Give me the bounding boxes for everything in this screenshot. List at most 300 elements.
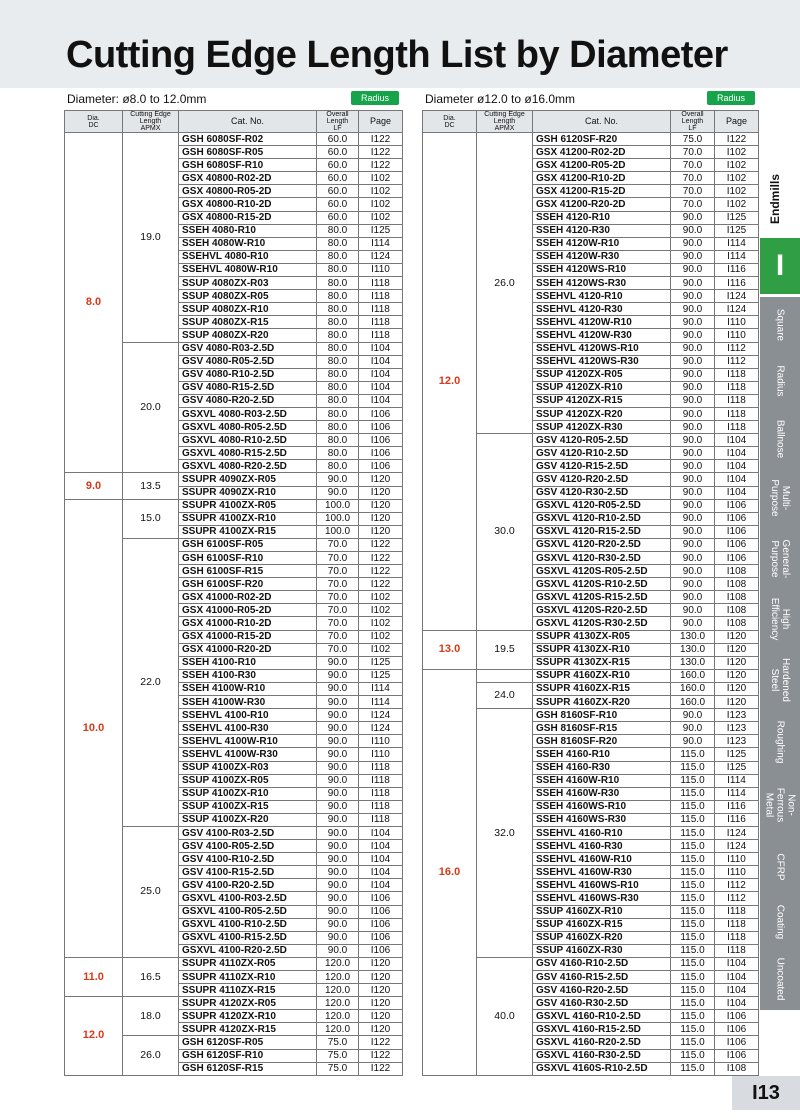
overall-length-cell: 80.0 (317, 381, 359, 394)
overall-length-cell: 90.0 (671, 290, 715, 303)
catalog-number-cell: SSUPR 4160ZX-R20 (533, 696, 671, 709)
overall-length-cell: 115.0 (671, 879, 715, 892)
catalog-number-cell: GSXVL 4100-R05-2.5D (179, 905, 317, 918)
page-ref-cell[interactable]: I124 (715, 840, 759, 853)
page-ref-cell[interactable]: I102 (359, 604, 403, 617)
page-ref-cell[interactable]: I125 (359, 656, 403, 669)
page-ref-cell[interactable]: I110 (715, 866, 759, 879)
catalog-number-cell: GSXVL 4080-R15-2.5D (179, 447, 317, 460)
page-ref-cell[interactable]: I120 (359, 512, 403, 525)
page-ref-cell[interactable]: I123 (715, 709, 759, 722)
overall-length-cell: 80.0 (317, 447, 359, 460)
page-ref-cell[interactable]: I112 (715, 879, 759, 892)
header-cat: Cat. No. (533, 111, 671, 133)
page-ref-cell[interactable]: I108 (715, 578, 759, 591)
page-ref-cell[interactable]: I106 (715, 552, 759, 565)
page-ref-cell[interactable]: I106 (359, 931, 403, 944)
page-ref-cell[interactable]: I102 (715, 146, 759, 159)
overall-length-cell: 115.0 (671, 997, 715, 1010)
overall-length-cell: 90.0 (317, 918, 359, 931)
overall-length-cell: 115.0 (671, 944, 715, 957)
page-ref-cell[interactable]: I120 (359, 473, 403, 486)
page-ref-cell[interactable]: I124 (715, 290, 759, 303)
page-ref-cell[interactable]: I114 (359, 682, 403, 695)
overall-length-cell: 115.0 (671, 971, 715, 984)
page-ref-cell[interactable]: I120 (359, 957, 403, 970)
overall-length-cell: 115.0 (671, 984, 715, 997)
page-ref-cell[interactable]: I124 (359, 250, 403, 263)
catalog-number-cell: GSV 4080-R10-2.5D (179, 368, 317, 381)
overall-length-cell: 115.0 (671, 761, 715, 774)
page-ref-cell[interactable]: I120 (359, 486, 403, 499)
catalog-number-cell: GSV 4100-R20-2.5D (179, 879, 317, 892)
page-ref-cell[interactable]: I104 (715, 447, 759, 460)
overall-length-cell: 115.0 (671, 931, 715, 944)
page-ref-cell[interactable]: I104 (715, 997, 759, 1010)
page-ref-cell[interactable]: I102 (715, 185, 759, 198)
page-ref-cell[interactable]: I106 (359, 421, 403, 434)
page-ref-cell[interactable]: I118 (359, 813, 403, 826)
page-ref-cell[interactable]: I118 (359, 787, 403, 800)
page-ref-cell[interactable]: I118 (359, 329, 403, 342)
overall-length-cell: 80.0 (317, 368, 359, 381)
diameter-cell: 16.0 (423, 669, 477, 1075)
page-ref-cell[interactable]: I125 (715, 224, 759, 237)
side-tab-label: Square (774, 308, 786, 341)
page-ref-cell[interactable]: I106 (359, 918, 403, 931)
page-ref-cell[interactable]: I114 (715, 774, 759, 787)
page-ref-cell[interactable]: I124 (359, 722, 403, 735)
overall-length-cell: 90.0 (317, 931, 359, 944)
page-ref-cell[interactable]: I120 (715, 630, 759, 643)
catalog-number-cell: SSUP 4080ZX-R20 (179, 329, 317, 342)
page-ref-cell[interactable]: I125 (715, 748, 759, 761)
overall-length-cell: 115.0 (671, 787, 715, 800)
catalog-number-cell: GSV 4080-R20-2.5D (179, 394, 317, 407)
diameter-cell: 9.0 (65, 473, 123, 499)
catalog-number-cell: SSUPR 4090ZX-R10 (179, 486, 317, 499)
page-ref-cell[interactable]: I102 (359, 643, 403, 656)
page-ref-cell[interactable]: I122 (359, 565, 403, 578)
page-ref-cell[interactable]: I120 (715, 696, 759, 709)
overall-length-cell: 80.0 (317, 407, 359, 420)
page-ref-cell[interactable]: I114 (715, 237, 759, 250)
page-ref-cell[interactable]: I118 (715, 931, 759, 944)
page-ref-cell[interactable]: I102 (359, 617, 403, 630)
page-ref-cell[interactable]: I102 (715, 172, 759, 185)
page-ref-cell[interactable]: I116 (715, 800, 759, 813)
page-ref-cell[interactable]: I120 (359, 1010, 403, 1023)
page-ref-cell[interactable]: I102 (359, 211, 403, 224)
page-ref-cell[interactable]: I120 (715, 682, 759, 695)
catalog-number-cell: GSX 41200-R02-2D (533, 146, 671, 159)
table-row (65, 997, 403, 1010)
page-ref-cell[interactable]: I120 (359, 971, 403, 984)
page-ref-cell[interactable]: I106 (359, 460, 403, 473)
catalog-number-cell: SSUPR 4160ZX-R10 (533, 669, 671, 682)
page-ref-cell[interactable]: I122 (359, 146, 403, 159)
page-ref-cell[interactable]: I124 (715, 826, 759, 839)
overall-length-cell: 90.0 (317, 853, 359, 866)
side-tab-ballnose[interactable] (760, 410, 800, 469)
overall-length-cell: 130.0 (671, 656, 715, 669)
catalog-number-cell: SSEHVL 4120WS-R10 (533, 342, 671, 355)
side-tab-coating[interactable] (760, 896, 800, 949)
diameter-cell: 11.0 (65, 957, 123, 996)
catalog-number-cell: SSUP 4120ZX-R20 (533, 407, 671, 420)
side-tab-general-purpose[interactable] (760, 528, 800, 591)
page-ref-cell[interactable]: I120 (359, 1023, 403, 1036)
overall-length-cell: 115.0 (671, 1023, 715, 1036)
overall-length-cell: 100.0 (317, 512, 359, 525)
overall-length-cell: 90.0 (671, 303, 715, 316)
header-lf: Overall Length LF (317, 111, 359, 133)
catalog-number-cell: SSEH 4160WS-R30 (533, 813, 671, 826)
page-ref-cell[interactable]: I123 (715, 722, 759, 735)
overall-length-cell: 60.0 (317, 185, 359, 198)
catalog-number-cell: GSV 4080-R03-2.5D (179, 342, 317, 355)
overall-length-cell: 90.0 (671, 277, 715, 290)
overall-length-cell: 90.0 (317, 735, 359, 748)
catalog-number-cell: GSXVL 4160-R10-2.5D (533, 1010, 671, 1023)
catalog-number-cell: GSV 4080-R05-2.5D (179, 355, 317, 368)
page-ref-cell[interactable]: I110 (359, 748, 403, 761)
page-ref-cell[interactable]: I122 (359, 1062, 403, 1075)
page-ref-cell[interactable]: I122 (359, 133, 403, 146)
page-ref-cell[interactable]: I122 (359, 578, 403, 591)
page-ref-cell[interactable]: I118 (359, 800, 403, 813)
side-tab-label: Coating (774, 904, 786, 940)
side-tab-section-letter[interactable]: I (760, 238, 800, 294)
page-ref-cell[interactable]: I116 (715, 813, 759, 826)
page-ref-cell[interactable]: I118 (359, 303, 403, 316)
cutting-edge-length-cell: 19.0 (123, 133, 179, 343)
page-ref-cell[interactable]: I123 (715, 735, 759, 748)
page-ref-cell[interactable]: I120 (359, 984, 403, 997)
page-ref-cell[interactable]: I118 (359, 761, 403, 774)
page-ref-cell[interactable]: I110 (359, 263, 403, 276)
page-ref-cell[interactable]: I102 (359, 198, 403, 211)
page-ref-cell[interactable]: I106 (359, 944, 403, 957)
overall-length-cell: 60.0 (317, 133, 359, 146)
right-panel (422, 90, 758, 1076)
page-ref-cell[interactable]: I102 (359, 591, 403, 604)
cutting-edge-length-cell: 22.0 (123, 538, 179, 826)
catalog-number-cell: GSH 8160SF-R20 (533, 735, 671, 748)
overall-length-cell: 160.0 (671, 682, 715, 695)
page-ref-cell[interactable]: I118 (715, 407, 759, 420)
overall-length-cell: 70.0 (317, 591, 359, 604)
page-ref-cell[interactable]: I104 (359, 840, 403, 853)
overall-length-cell: 90.0 (671, 394, 715, 407)
left-cutting-length-table (64, 110, 403, 1076)
overall-length-cell: 90.0 (317, 905, 359, 918)
page-ref-cell[interactable]: I108 (715, 565, 759, 578)
overall-length-cell: 60.0 (317, 146, 359, 159)
side-tab-non-ferrous-metal[interactable] (760, 772, 800, 839)
catalog-number-cell: SSEH 4120WS-R10 (533, 263, 671, 276)
diameter-cell: 12.0 (65, 997, 123, 1076)
page-ref-cell[interactable]: I110 (715, 853, 759, 866)
page-ref-cell[interactable]: I104 (359, 879, 403, 892)
side-tab-multi-purpose[interactable] (760, 468, 800, 529)
page-ref-cell[interactable]: I104 (359, 368, 403, 381)
page-ref-cell[interactable]: I106 (715, 525, 759, 538)
page-ref-cell[interactable]: I118 (715, 368, 759, 381)
catalog-number-cell: GSV 4120-R10-2.5D (533, 447, 671, 460)
page-ref-cell[interactable]: I118 (359, 774, 403, 787)
page-ref-cell[interactable]: I125 (359, 669, 403, 682)
page-ref-cell[interactable]: I110 (715, 316, 759, 329)
overall-length-cell: 130.0 (671, 643, 715, 656)
page-ref-cell[interactable]: I122 (359, 1036, 403, 1049)
page-ref-cell[interactable]: I106 (359, 905, 403, 918)
page-ref-cell[interactable]: I118 (715, 918, 759, 931)
page-ref-cell[interactable]: I118 (359, 277, 403, 290)
page-ref-cell[interactable]: I108 (715, 1062, 759, 1075)
page-ref-cell[interactable]: I122 (359, 1049, 403, 1062)
page-ref-cell[interactable]: I106 (359, 434, 403, 447)
page-ref-cell[interactable]: I114 (715, 250, 759, 263)
side-tab-high-efficiency[interactable] (760, 590, 800, 649)
catalog-number-cell: SSUPR 4130ZX-R10 (533, 643, 671, 656)
side-tab-cfrp[interactable] (760, 838, 800, 897)
overall-length-cell: 70.0 (317, 538, 359, 551)
overall-length-cell: 70.0 (317, 552, 359, 565)
overall-length-cell: 90.0 (671, 421, 715, 434)
catalog-number-cell: SSEHVL 4120-R30 (533, 303, 671, 316)
header-dia: Dia. DC (65, 111, 123, 133)
header-page: Page (359, 111, 403, 133)
side-tab-label: Roughing (774, 720, 786, 764)
overall-length-cell: 75.0 (671, 133, 715, 146)
overall-length-cell: 80.0 (317, 303, 359, 316)
catalog-number-cell: GSV 4160-R10-2.5D (533, 957, 671, 970)
overall-length-cell: 80.0 (317, 421, 359, 434)
catalog-number-cell: GSV 4100-R03-2.5D (179, 826, 317, 839)
cutting-edge-length-cell: 40.0 (477, 957, 533, 1075)
page-ref-cell[interactable]: I122 (359, 159, 403, 172)
catalog-number-cell: GSX 40800-R02-2D (179, 172, 317, 185)
page-ref-cell[interactable]: I104 (715, 957, 759, 970)
side-tab-radius[interactable] (760, 352, 800, 411)
catalog-number-cell: SSUP 4100ZX-R05 (179, 774, 317, 787)
catalog-number-cell: SSUPR 4120ZX-R05 (179, 997, 317, 1010)
page-ref-cell[interactable]: I106 (715, 1049, 759, 1062)
page-ref-cell[interactable]: I125 (359, 224, 403, 237)
catalog-number-cell: SSUP 4120ZX-R30 (533, 421, 671, 434)
overall-length-cell: 90.0 (671, 368, 715, 381)
overall-length-cell: 90.0 (671, 604, 715, 617)
page-ref-cell[interactable]: I104 (359, 342, 403, 355)
overall-length-cell: 90.0 (317, 656, 359, 669)
overall-length-cell: 90.0 (317, 944, 359, 957)
overall-length-cell: 70.0 (317, 604, 359, 617)
overall-length-cell: 115.0 (671, 800, 715, 813)
catalog-number-cell: SSUP 4100ZX-R10 (179, 787, 317, 800)
page-ref-cell[interactable]: I114 (715, 787, 759, 800)
overall-length-cell: 60.0 (317, 172, 359, 185)
page-ref-cell[interactable]: I104 (715, 434, 759, 447)
page-ref-cell[interactable]: I125 (715, 211, 759, 224)
page-number: I13 (732, 1076, 800, 1110)
page-ref-cell[interactable]: I125 (715, 761, 759, 774)
side-tab-label: Ballnose (774, 419, 786, 459)
overall-length-cell: 90.0 (671, 329, 715, 342)
overall-length-cell: 90.0 (671, 591, 715, 604)
page-ref-cell[interactable]: I118 (715, 394, 759, 407)
header-cat: Cat. No. (179, 111, 317, 133)
overall-length-cell: 160.0 (671, 696, 715, 709)
page-ref-cell[interactable]: I112 (715, 892, 759, 905)
page-ref-cell[interactable]: I106 (715, 499, 759, 512)
overall-length-cell: 60.0 (317, 198, 359, 211)
page-ref-cell[interactable]: I108 (715, 591, 759, 604)
page-ref-cell[interactable]: I116 (715, 277, 759, 290)
overall-length-cell: 80.0 (317, 250, 359, 263)
side-tab-roughing[interactable] (760, 712, 800, 773)
catalog-number-cell: GSV 4120-R05-2.5D (533, 434, 671, 447)
page-ref-cell[interactable]: I108 (715, 617, 759, 630)
page-ref-cell[interactable]: I118 (715, 421, 759, 434)
page-ref-cell[interactable]: I124 (359, 709, 403, 722)
page-ref-cell[interactable]: I122 (715, 133, 759, 146)
page-ref-cell[interactable]: I118 (359, 316, 403, 329)
page-ref-cell[interactable]: I102 (715, 198, 759, 211)
header-page: Page (715, 111, 759, 133)
diameter-cell: 8.0 (65, 133, 123, 473)
overall-length-cell: 60.0 (317, 211, 359, 224)
catalog-number-cell: GSX 40800-R05-2D (179, 185, 317, 198)
catalog-number-cell: GSXVL 4160-R30-2.5D (533, 1049, 671, 1062)
catalog-number-cell: GSH 6120SF-R20 (533, 133, 671, 146)
page-ref-cell[interactable]: I120 (715, 669, 759, 682)
side-tab-hardened-steel[interactable] (760, 648, 800, 713)
page-ref-cell[interactable]: I104 (715, 971, 759, 984)
catalog-number-cell: GSXVL 4120-R20-2.5D (533, 538, 671, 551)
overall-length-cell: 80.0 (317, 290, 359, 303)
page-ref-cell[interactable]: I106 (359, 407, 403, 420)
cutting-edge-length-cell: 26.0 (477, 133, 533, 434)
side-tab-endmills[interactable] (760, 170, 800, 230)
page-ref-cell[interactable]: I110 (715, 329, 759, 342)
side-tab-endmills-label: Endmills (768, 174, 782, 225)
page-ref-cell[interactable]: I102 (359, 630, 403, 643)
overall-length-cell: 120.0 (317, 1023, 359, 1036)
page-ref-cell[interactable]: I112 (715, 342, 759, 355)
page-ref-cell[interactable]: I106 (715, 1010, 759, 1023)
catalog-number-cell: GSV 4120-R30-2.5D (533, 486, 671, 499)
page-ref-cell[interactable]: I114 (359, 237, 403, 250)
catalog-number-cell: GSH 6080SF-R02 (179, 133, 317, 146)
page-ref-cell[interactable]: I104 (715, 460, 759, 473)
page-ref-cell[interactable]: I112 (715, 355, 759, 368)
overall-length-cell: 90.0 (671, 735, 715, 748)
overall-length-cell: 90.0 (671, 538, 715, 551)
overall-length-cell: 90.0 (317, 722, 359, 735)
catalog-number-cell: GSX 40800-R10-2D (179, 198, 317, 211)
page-ref-cell[interactable]: I118 (715, 381, 759, 394)
page-ref-cell[interactable]: I118 (715, 905, 759, 918)
overall-length-cell: 80.0 (317, 342, 359, 355)
cutting-edge-length-cell: 13.5 (123, 473, 179, 499)
page-ref-cell[interactable]: I106 (715, 538, 759, 551)
page-ref-cell[interactable]: I104 (359, 381, 403, 394)
catalog-number-cell: GSX 41000-R15-2D (179, 630, 317, 643)
catalog-number-cell: GSH 6120SF-R15 (179, 1062, 317, 1075)
page-ref-cell[interactable]: I104 (715, 473, 759, 486)
page-ref-cell[interactable]: I122 (359, 552, 403, 565)
overall-length-cell: 90.0 (671, 578, 715, 591)
overall-length-cell: 90.0 (317, 813, 359, 826)
page-ref-cell[interactable]: I104 (359, 853, 403, 866)
catalog-number-cell: GSX 41000-R20-2D (179, 643, 317, 656)
catalog-number-cell: SSEHVL 4160-R10 (533, 826, 671, 839)
page-ref-cell[interactable]: I102 (359, 185, 403, 198)
page-ref-cell[interactable]: I120 (715, 643, 759, 656)
page-ref-cell[interactable]: I102 (359, 172, 403, 185)
right-table-body (423, 133, 759, 1076)
catalog-number-cell: GSX 40800-R15-2D (179, 211, 317, 224)
overall-length-cell: 75.0 (317, 1062, 359, 1075)
page-ref-cell[interactable]: I104 (715, 984, 759, 997)
catalog-number-cell: SSUP 4080ZX-R15 (179, 316, 317, 329)
cutting-edge-length-cell: 15.0 (123, 499, 179, 538)
overall-length-cell: 130.0 (671, 630, 715, 643)
catalog-number-cell: SSEH 4100-R10 (179, 656, 317, 669)
page-ref-cell[interactable]: I116 (715, 263, 759, 276)
page-ref-cell[interactable]: I106 (359, 892, 403, 905)
catalog-number-cell: GSV 4120-R20-2.5D (533, 473, 671, 486)
page-ref-cell[interactable]: I106 (359, 447, 403, 460)
page-ref-cell[interactable]: I104 (359, 394, 403, 407)
overall-length-cell: 60.0 (317, 159, 359, 172)
overall-length-cell: 115.0 (671, 748, 715, 761)
page-ref-cell[interactable]: I124 (715, 303, 759, 316)
page-ref-cell[interactable]: I118 (715, 944, 759, 957)
side-tab-label: Hardened Steel (769, 658, 791, 702)
catalog-number-cell: SSEH 4080W-R10 (179, 237, 317, 250)
page-ref-cell[interactable]: I108 (715, 604, 759, 617)
catalog-number-cell: SSEH 4100-R30 (179, 669, 317, 682)
overall-length-cell: 90.0 (671, 722, 715, 735)
page-ref-cell[interactable]: I104 (359, 355, 403, 368)
side-tab-uncoated[interactable] (760, 948, 800, 1011)
page-ref-cell[interactable]: I118 (359, 290, 403, 303)
page-ref-cell[interactable]: I120 (359, 997, 403, 1010)
page-ref-cell[interactable]: I120 (359, 499, 403, 512)
page-ref-cell[interactable]: I104 (359, 866, 403, 879)
page-ref-cell[interactable]: I106 (715, 512, 759, 525)
page-ref-cell[interactable]: I122 (359, 538, 403, 551)
side-tab-square[interactable] (760, 297, 800, 353)
page-ref-cell[interactable]: I104 (715, 486, 759, 499)
page-ref-cell[interactable]: I120 (359, 525, 403, 538)
overall-length-cell: 90.0 (317, 866, 359, 879)
page-ref-cell[interactable]: I120 (715, 656, 759, 669)
page-ref-cell[interactable]: I106 (715, 1036, 759, 1049)
catalog-number-cell: SSEHVL 4100-R30 (179, 722, 317, 735)
side-tab-label: CFRP (774, 853, 786, 881)
page-ref-cell[interactable]: I106 (715, 1023, 759, 1036)
page-ref-cell[interactable]: I110 (359, 735, 403, 748)
page-ref-cell[interactable]: I114 (359, 696, 403, 709)
page-ref-cell[interactable]: I102 (715, 159, 759, 172)
left-panel-header (64, 90, 402, 110)
overall-length-cell: 75.0 (317, 1049, 359, 1062)
page-ref-cell[interactable]: I104 (359, 826, 403, 839)
overall-length-cell: 90.0 (671, 211, 715, 224)
